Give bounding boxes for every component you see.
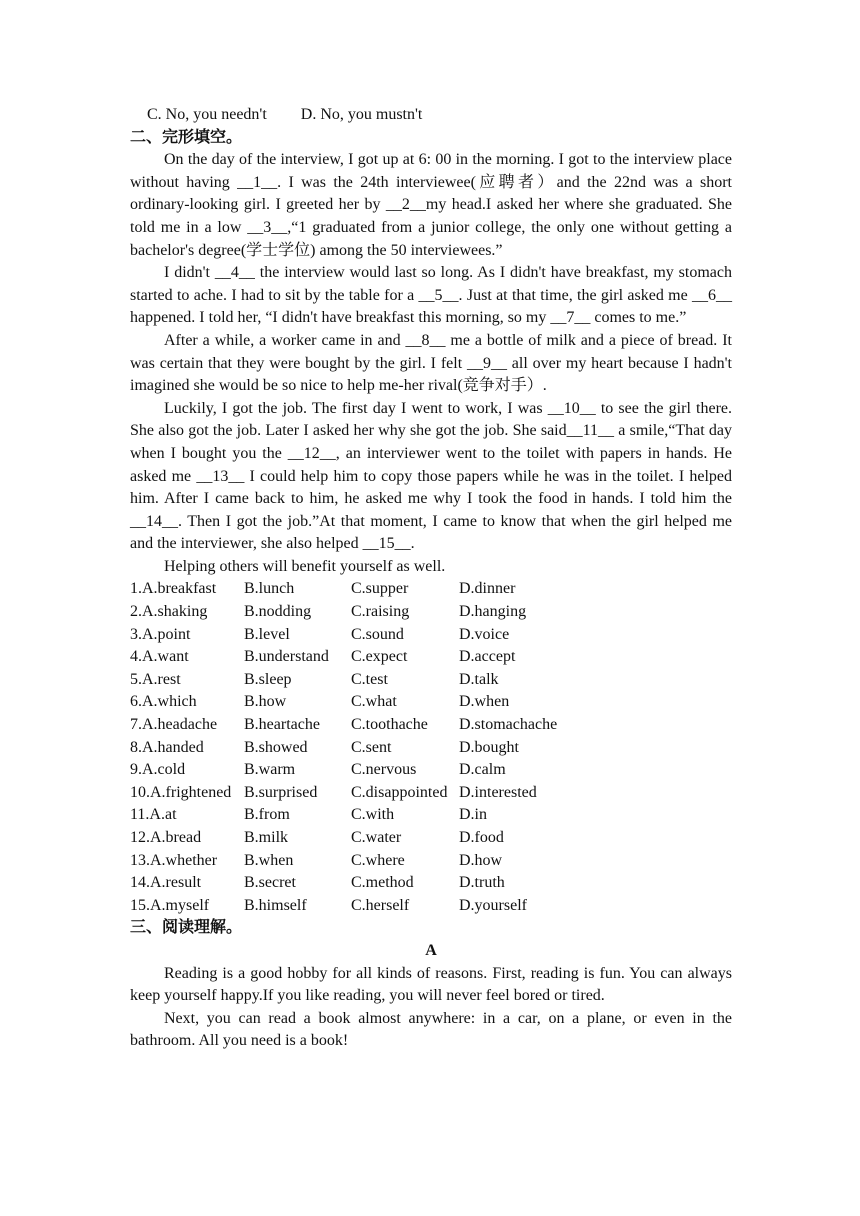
cloze-paragraph-3: After a while, a worker came in and __8__ me a bottle of milk and a piece of bread. It was certain that they were bought by the girl. I felt __9__ all over my heart because I hadn't imagined she would be so nice to help me-her rival(竞争对手）. <box>130 331 732 395</box>
option-15d: D.yourself <box>459 896 527 914</box>
document-page <box>130 104 732 1053</box>
option-5c: C.test <box>351 670 388 688</box>
section3-title: 三、阅读理解。 <box>130 919 243 937</box>
option-12d: D.food <box>459 829 504 846</box>
option-10a: 10.A.frightened <box>130 783 232 801</box>
option-9d: D.calm <box>459 761 506 779</box>
cloze-paragraph-2: I didn't __4__ the interview would last so long. As I didn't have breakfast, my stomach started to ache. I had to sit by the table for a __5__. Just at that time, the girl asked me __6__ happened. I told her, “I didn't have breakfast this morning, so my __7__ comes to me.” <box>130 264 732 327</box>
option-15b: B.himself <box>244 896 307 914</box>
option-8a: 8.A.handed <box>130 738 204 756</box>
option-5d: D.talk <box>459 670 499 688</box>
option-4c: C.expect <box>351 648 408 666</box>
option-13d: D.how <box>459 851 503 869</box>
option-15c: C.herself <box>351 896 410 914</box>
option-14b: B.secret <box>244 874 296 892</box>
option-4b: B.understand <box>244 648 329 666</box>
option-6a: 6.A.which <box>130 693 197 711</box>
option-4d: D.accept <box>459 648 516 666</box>
option-14d: D.truth <box>459 874 505 892</box>
reading-a-title: A <box>425 941 437 959</box>
option-2d: D.hanging <box>459 603 527 621</box>
option-15a: 15.A.myself <box>130 896 210 914</box>
option-3c: C.sound <box>351 625 404 643</box>
option-12c: C.water <box>351 829 402 846</box>
option-1d: D.dinner <box>459 580 516 598</box>
option-7a: 7.A.headache <box>130 716 218 734</box>
option-14c: C.method <box>351 874 414 892</box>
option-5a: 5.A.rest <box>130 670 181 688</box>
option-2c: C.raising <box>351 603 410 621</box>
option-12a: 12.A.bread <box>130 829 202 846</box>
option-3b: B.level <box>244 625 290 643</box>
option-1b: B.lunch <box>244 580 295 598</box>
option-2b: B.nodding <box>244 603 312 621</box>
option-10d: D.interested <box>459 783 537 801</box>
option-6d: D.when <box>459 693 510 711</box>
option-7d: D.stomachache <box>459 716 558 734</box>
cloze-paragraph-4: Luckily, I got the job. The first day I went to work, I was __10__ to see the girl there. She also got the job. Later I asked her why she got the job. She said__11__ a smile,“That day when I bought you the __12__, an interviewer went to the toilet with papers in hands. He asked me __13__ I could help him to copy those papers while he was in the toilet. I helped him. After I came back to him, he asked me why I took the food in hands. I told him the __14__. Then I got the job.”At that moment, I came to know that when the girl helped me and the interviewer, she also helped __15__. <box>130 399 732 553</box>
option-10b: B.surprised <box>244 783 318 801</box>
option-2a: 2.A.shaking <box>130 603 208 621</box>
option-8d: D.bought <box>459 738 519 756</box>
option-3d: D.voice <box>459 625 510 643</box>
option-8c: C.sent <box>351 738 392 756</box>
option-5b: B.sleep <box>244 670 292 688</box>
cloze-options-table <box>130 578 732 917</box>
option-1a: 1.A.breakfast <box>130 580 217 598</box>
top-options-line <box>130 104 732 127</box>
reading-paragraph-1: Reading is a good hobby for all kinds of reasons. First, reading is fun. You can always keep yourself happy.If you like reading, you will never feel bored or tired. <box>130 964 732 1005</box>
option-6c: C.what <box>351 693 397 711</box>
option-13c: C.where <box>351 851 405 869</box>
option-13a: 13.A.whether <box>130 851 218 869</box>
option-c: C. No, you needn't <box>147 106 267 123</box>
option-9a: 9.A.cold <box>130 761 186 779</box>
option-11d: D.in <box>459 806 487 824</box>
section2-title: 二、完形填空。 <box>130 128 243 146</box>
option-4a: 4.A.want <box>130 648 189 666</box>
option-9c: C.nervous <box>351 761 417 779</box>
option-9b: B.warm <box>244 761 296 779</box>
option-6b: B.how <box>244 693 287 711</box>
option-14a: 14.A.result <box>130 874 202 892</box>
cloze-paragraph-1: On the day of the interview, I got up at 6: 00 in the morning. I got to the interview place without having __1__. I was the 24th interviewee(应聘者）and the 22nd was a short ordinary-looking girl. I greeted her by __2__my head.I asked her where she graduated. She told me in a low __3__,“1 graduated from a junior college, the only one without getting a bachelor's degree(学士学位) among the 50 interviewees.” <box>130 151 732 259</box>
option-10c: C.disappointed <box>351 783 448 801</box>
reading-paragraph-2: Next, you can read a book almost anywhere: in a car, on a plane, or even in the bathroom. All you need is a book! <box>130 1009 732 1050</box>
option-3a: 3.A.point <box>130 625 191 643</box>
option-d: D. No, you mustn't <box>300 106 423 123</box>
option-11c: C.with <box>351 806 395 824</box>
cloze-paragraph-5: Helping others will benefit yourself as well. <box>164 557 446 575</box>
option-8b: B.showed <box>244 738 308 756</box>
option-11a: 11.A.at <box>130 806 177 824</box>
option-13b: B.when <box>244 851 294 869</box>
option-11b: B.from <box>244 806 290 824</box>
option-12b: B.milk <box>244 829 289 846</box>
option-1c: C.supper <box>351 580 409 598</box>
option-7c: C.toothache <box>351 716 428 734</box>
option-7b: B.heartache <box>244 716 320 734</box>
